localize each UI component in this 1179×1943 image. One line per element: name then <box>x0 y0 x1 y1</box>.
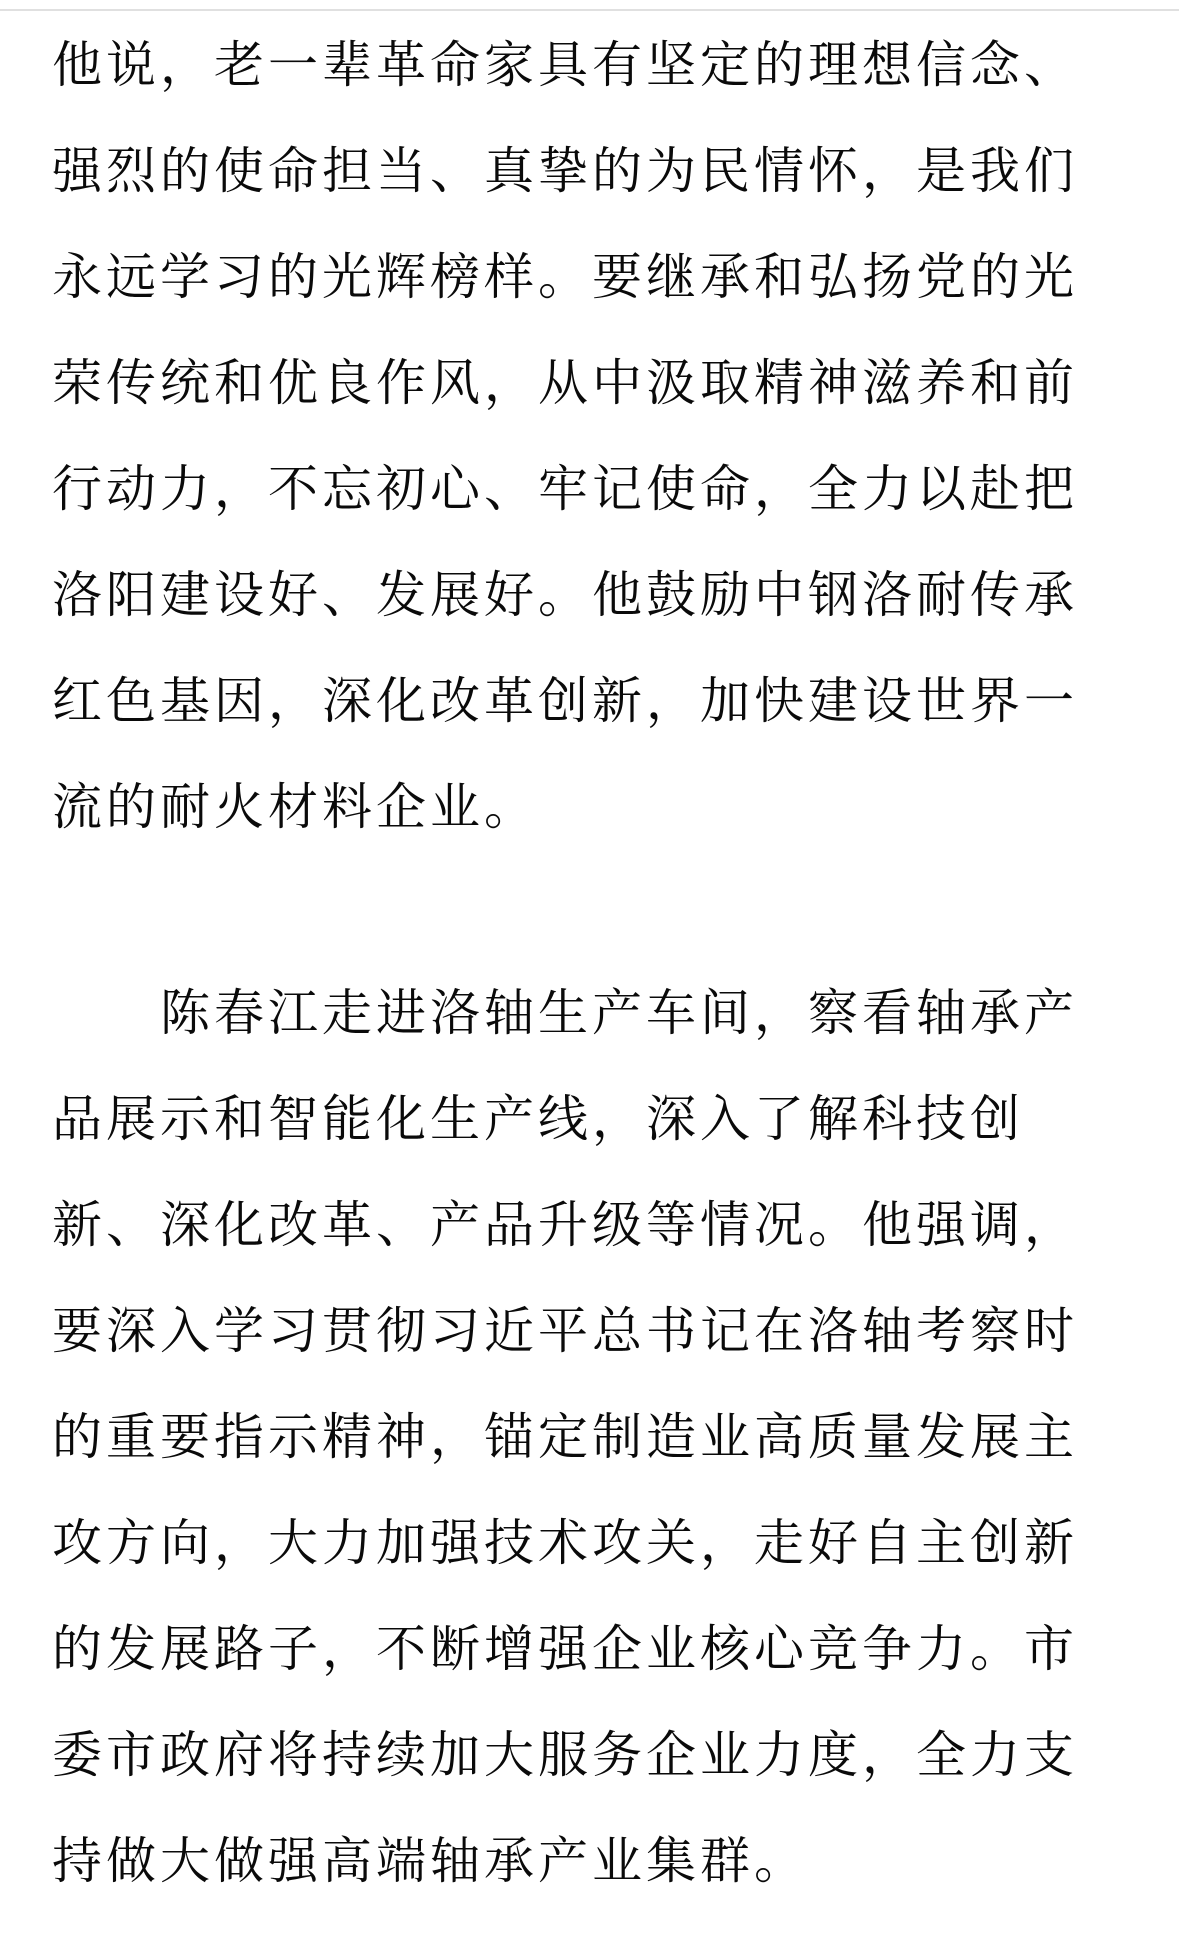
text-line: 持做大做强高端轴承产业集群。 <box>52 1833 808 1889</box>
text-line: 的重要指示精神，锚定制造业高质量发展主 <box>52 1409 1078 1465</box>
text-line: 品展示和智能化生产线，深入了解科技创 <box>52 1091 1024 1147</box>
text-line: 永远学习的光辉榜样。要继承和弘扬党的光 <box>52 249 1078 305</box>
text-line: 行动力，不忘初心、牢记使命，全力以赴把 <box>52 461 1078 517</box>
text-line: 洛阳建设好、发展好。他鼓励中钢洛耐传承 <box>52 567 1078 623</box>
paragraph <box>52 12 1127 860</box>
text-line: 要深入学习贯彻习近平总书记在洛轴考察时 <box>52 1303 1078 1359</box>
text-line: 他说，老一辈革命家具有坚定的理想信念、 <box>52 37 1078 93</box>
text-line: 新、深化改革、产品升级等情况。他强调， <box>52 1197 1078 1253</box>
top-divider <box>0 9 1179 11</box>
text-line: 荣传统和优良作风，从中汲取精神滋养和前 <box>52 355 1078 411</box>
paragraph <box>52 960 1127 1914</box>
text-line: 陈春江走进洛轴生产车间，察看轴承产 <box>160 985 1078 1041</box>
text-line: 攻方向，大力加强技术攻关，走好自主创新 <box>52 1515 1078 1571</box>
text-line: 委市政府将持续加大服务企业力度，全力支 <box>52 1727 1078 1783</box>
text-line: 流的耐火材料企业。 <box>52 779 538 835</box>
text-line: 的发展路子，不断增强企业核心竞争力。市 <box>52 1621 1078 1677</box>
text-line: 红色基因，深化改革创新，加快建设世界一 <box>52 673 1078 729</box>
text-line: 强烈的使命担当、真挚的为民情怀，是我们 <box>52 143 1078 199</box>
